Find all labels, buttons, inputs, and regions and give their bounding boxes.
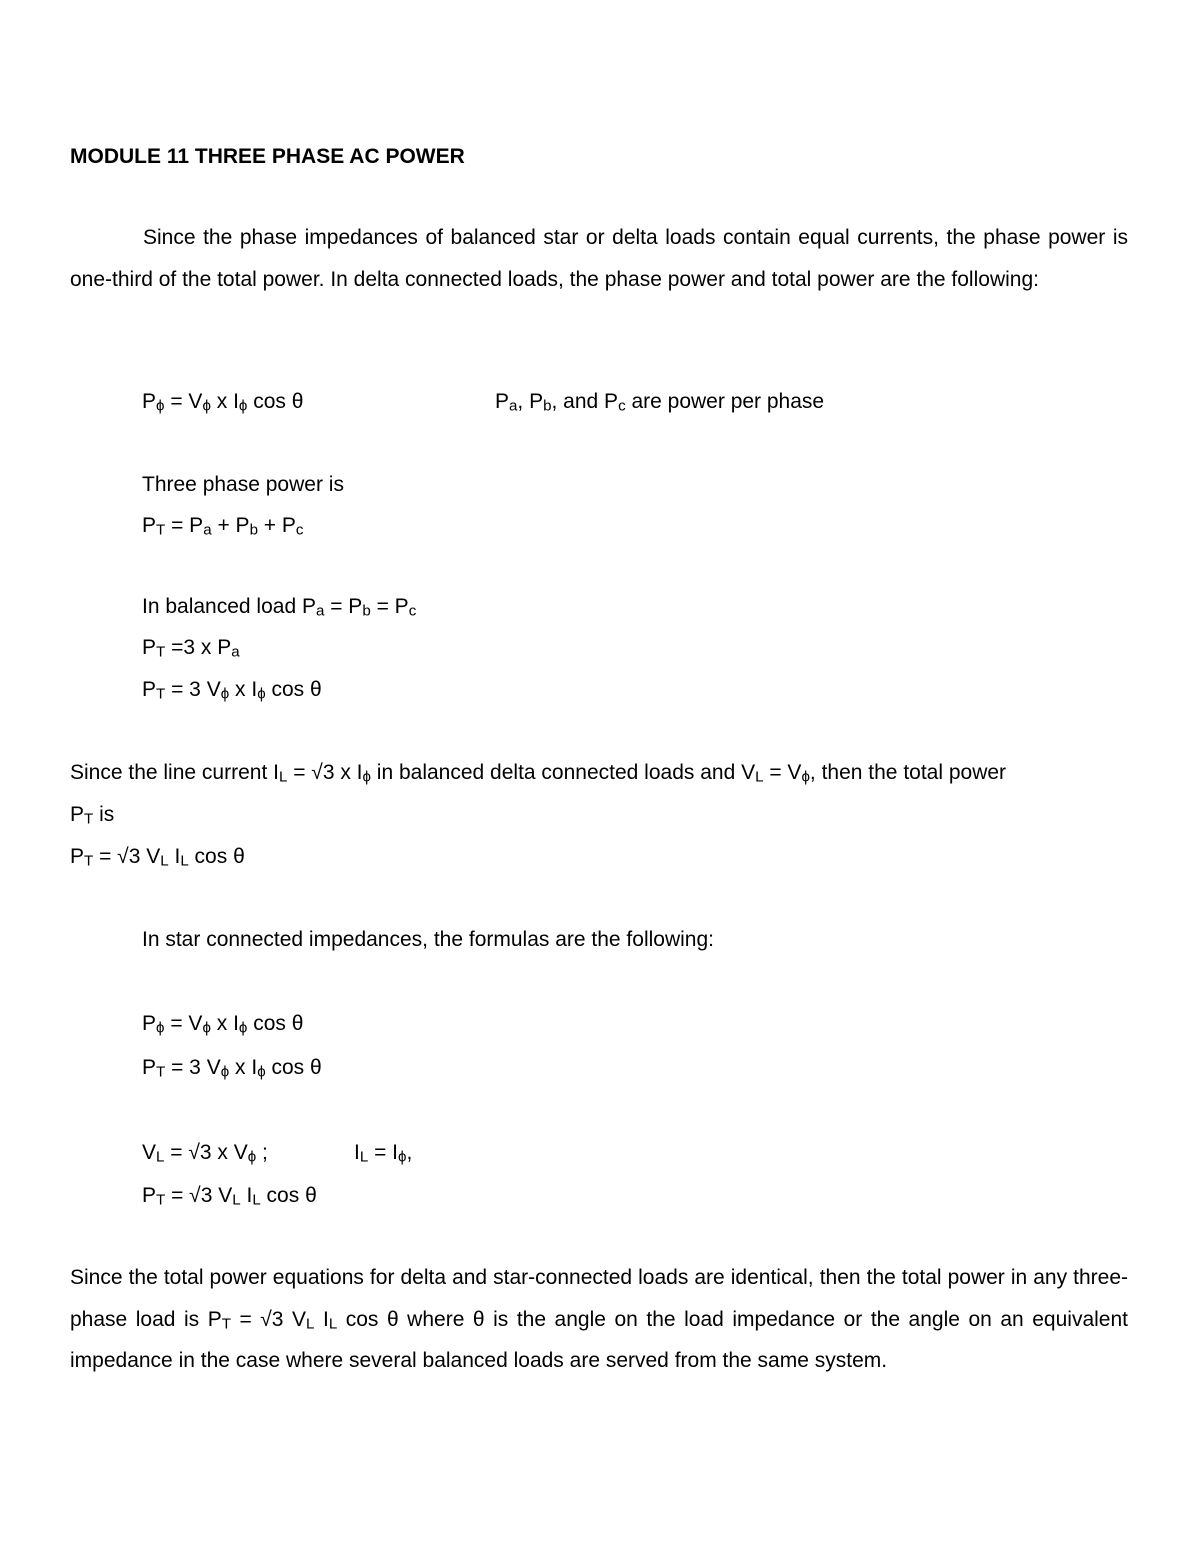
star-line-current-formula: $I_L = I_\phi$, [354, 1141, 413, 1166]
star-total-power-formula: $P_T = 3$ $V_\phi$ x $I_\phi$ cos θ [142, 1056, 322, 1081]
star-intro: In star connected impedances, the formulas are the following: [142, 928, 714, 951]
star-phase-power-formula: $P_\phi = V_\phi$ x $I_\phi$ cos θ [142, 1012, 304, 1037]
total-power-sum-formula: $P_T = P_a + P_b + P_c$ [142, 514, 304, 539]
pt-3v-formula: $P_T = 3$ $V_\phi$ x $I_\phi$ cos θ [142, 678, 322, 703]
line-current-sentence-2: $P_T$ is [70, 803, 115, 828]
intro-paragraph: Since the phase impedances of balanced star or delta loads contain equal currents, the phase power is one-third of the total power. In delta connected loads, the phase power and total power are the following: [70, 226, 1128, 291]
pt-3pa-formula: $P_T =3$ x $P_a$ [142, 636, 240, 661]
conclusion-paragraph: Since the total power equations for delta and star-connected loads are identical, then the total power in any three-phase load is $P_T = √3$ $V_L$ $I_L$ cos θ where θ is the angle on the load impedance or the angle on an equivalent impedance in the case where several balanced loads are served from the same system. [70, 1266, 1128, 1372]
star-total-power-root3-formula: $P_T = √3$ $V_L$ $I_L$ cos θ [142, 1184, 317, 1209]
star-line-voltage-formula: $V_L = √3$ x $V_\phi$ ; [142, 1141, 268, 1166]
balanced-load-formula: In balanced load $P_a = P_b = P_c$ [142, 595, 417, 620]
three-phase-label: Three phase power is [142, 473, 344, 496]
per-phase-note: $P_a$, $P_b$, and $P_c$ are power per phase [495, 390, 825, 415]
delta-phase-power-formula: $P_\phi = V_\phi$ x $I_\phi$ cos θ [142, 390, 304, 415]
page-title: MODULE 11 THREE PHASE AC POWER [70, 145, 465, 168]
line-current-sentence-1: Since the line current $I_L = √3$ x $I_\phi$ in balanced delta connected loads and $V_L = V_\phi$, then the total power [70, 761, 1007, 786]
delta-total-power-formula: $P_T = √3$ $V_L$ $I_L$ cos θ [70, 845, 245, 870]
